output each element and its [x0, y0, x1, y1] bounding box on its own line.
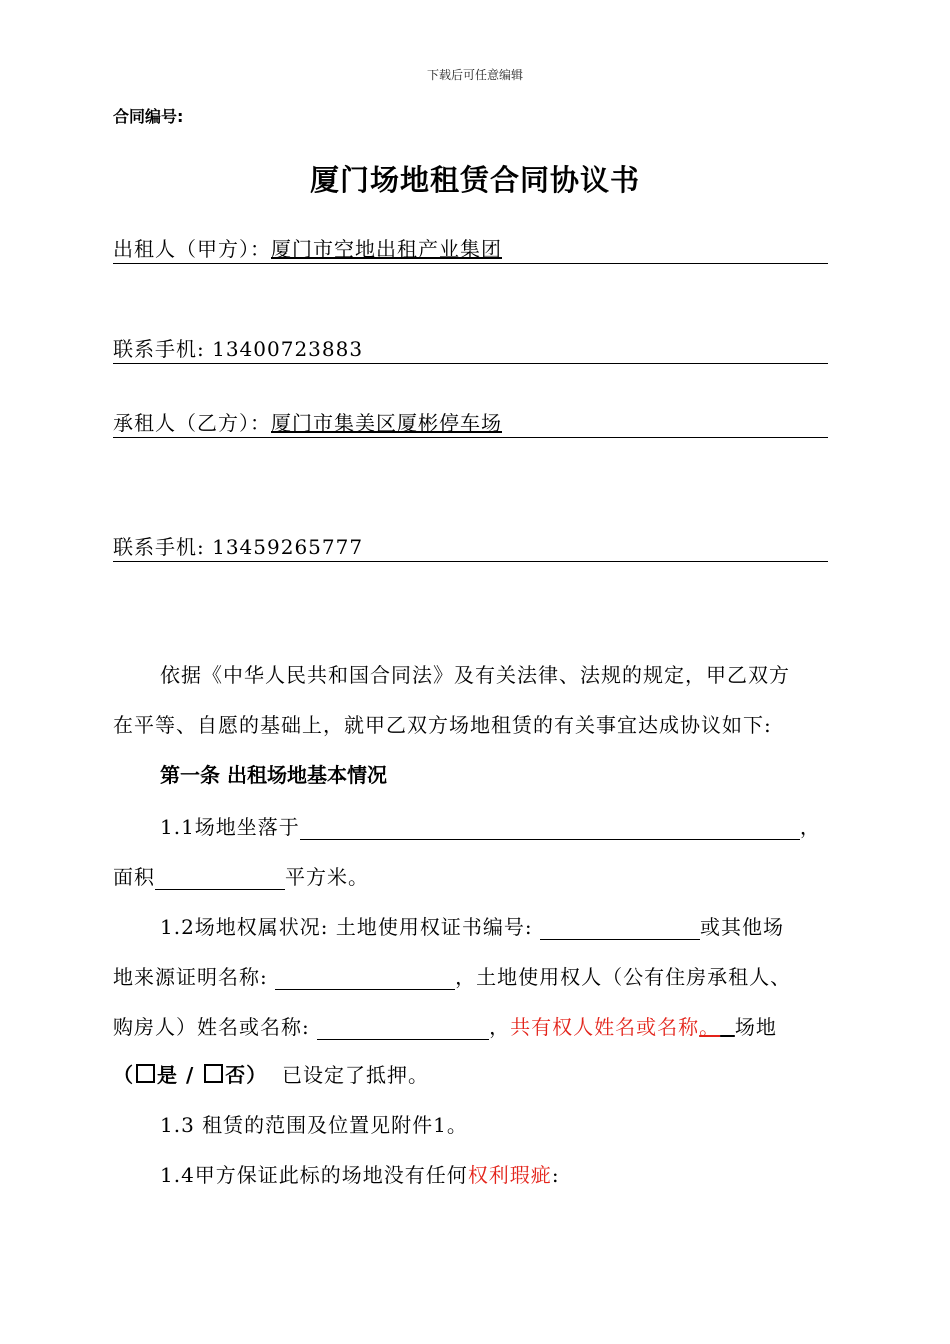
mortgage-no-checkbox[interactable]	[204, 1064, 223, 1083]
clause-1-2-line-1	[160, 914, 880, 940]
lessor-phone-label: 联系手机:	[113, 337, 205, 361]
lessee-line	[113, 410, 828, 438]
area-unit: 平方米。	[285, 865, 369, 889]
source-cert-label: 地来源证明名称:	[113, 965, 276, 989]
rights-defect-term: 权利瑕疵	[467, 1163, 552, 1187]
clause-1-3: 1.3 租赁的范围及位置见附件1。	[160, 1113, 468, 1137]
source-cert-blank	[275, 967, 455, 990]
clause-1-2-text: 1.2场地权属状况: 土地使用权证书编号:	[160, 915, 540, 939]
contract-number-label: 合同编号:	[113, 107, 184, 126]
area-label: 面积	[113, 865, 155, 889]
clause-1-4	[160, 1162, 880, 1188]
mortgage-no-label: 否）	[225, 1063, 268, 1087]
lessor-phone: 13400723883	[212, 337, 364, 361]
lessee-label: 承租人（乙方）：	[113, 411, 271, 435]
clause-1-2-line-2	[113, 964, 833, 990]
clause-1-1	[160, 814, 880, 840]
header-note: 下载后可任意编辑	[426, 68, 523, 82]
clause-1-1-area	[113, 864, 833, 890]
mortgage-yes-checkbox[interactable]	[136, 1064, 155, 1083]
clause-1-4-colon: :	[551, 1163, 560, 1187]
clause-1-2-line-3	[113, 1014, 833, 1040]
land-user-label: ，土地使用权人（公有住房承租人、	[455, 965, 792, 989]
lessor-line	[113, 236, 828, 264]
clause-1-4-text: 1.4甲方保证此标的场地没有任何	[160, 1163, 468, 1187]
mortgage-open: （	[113, 1063, 134, 1087]
co-owner-blank: 。	[699, 1015, 721, 1039]
article-1-heading: 第一条 出租场地基本情况	[160, 763, 387, 787]
lessor-label: 出租人（甲方）：	[113, 237, 271, 261]
lessor-phone-line	[113, 336, 828, 364]
clause-1-1-text: 1.1场地坐落于	[160, 815, 300, 839]
document-title: 厦门场地租赁合同协议书	[309, 163, 640, 197]
intro-line-2: 在平等、自愿的基础上，就甲乙双方场地租赁的有关事宜达成协议如下:	[113, 713, 772, 737]
area-blank	[155, 867, 285, 890]
clause-1-2-tail: 或其他场	[700, 915, 784, 939]
comma: ，	[489, 1015, 511, 1039]
mortgage-tail: 已设定了抵押。	[281, 1063, 429, 1087]
mortgage-line	[113, 1062, 833, 1088]
buyer-name-blank	[317, 1017, 489, 1040]
lessor-name: 厦门市空地出租产业集团	[271, 237, 502, 261]
buyer-name-label: 购房人）姓名或名称:	[113, 1015, 318, 1039]
lessee-phone-line	[113, 534, 828, 562]
lessee-name: 厦门市集美区厦彬停车场	[271, 411, 502, 435]
lessee-phone: 13459265777	[212, 535, 364, 559]
lessee-phone-label: 联系手机:	[113, 535, 205, 559]
mortgage-yes-label: 是 /	[157, 1063, 203, 1087]
clause-1-1-comma: ，	[799, 815, 821, 839]
intro-line-1: 依据《中华人民共和国合同法》及有关法律、法规的规定，甲乙双方	[160, 663, 790, 687]
land-cert-blank	[540, 917, 700, 940]
co-owner-label: 共有权人姓名或名称	[510, 1015, 700, 1039]
location-blank	[300, 817, 800, 840]
site-label: 场地	[734, 1015, 777, 1039]
